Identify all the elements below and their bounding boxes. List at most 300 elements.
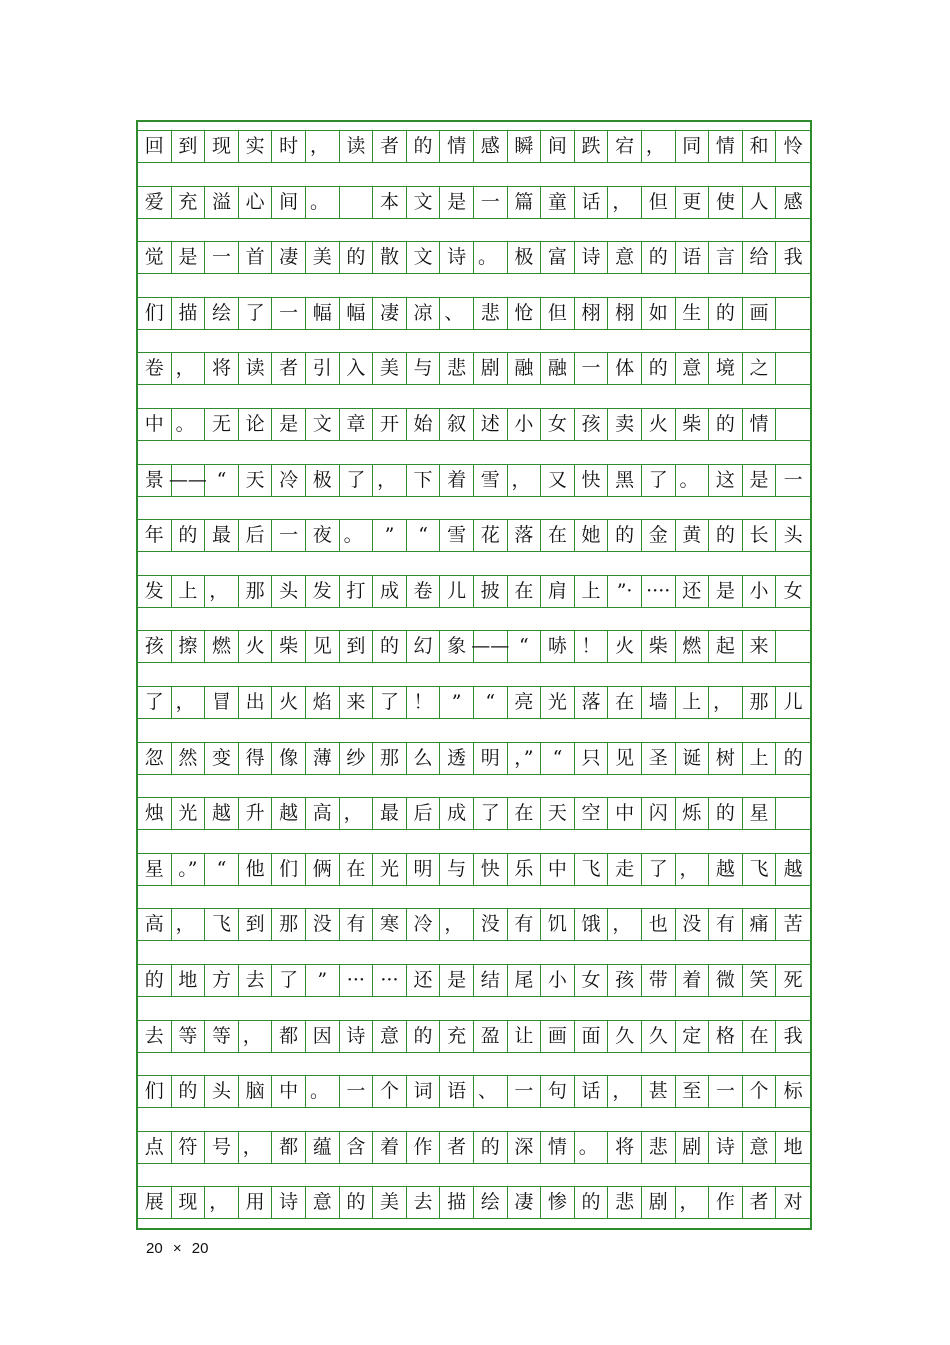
grid-cell: 的 <box>373 630 407 663</box>
grid-cell: 定 <box>676 1020 710 1053</box>
grid-cell: 卖 <box>608 408 642 441</box>
grid-cell: 诗 <box>272 1186 306 1219</box>
grid-cell: 们 <box>272 853 306 886</box>
grid-cell: 俩 <box>306 853 340 886</box>
grid-cell: 的 <box>172 519 206 552</box>
grid-cell: 悲 <box>642 1131 676 1164</box>
grid-cell: 者 <box>743 1186 777 1219</box>
grid-cell: 融 <box>508 352 542 385</box>
grid-cell <box>776 630 810 663</box>
grid-cell: 。 <box>340 519 374 552</box>
grid-cell: 火 <box>642 408 676 441</box>
grid-cell: 着 <box>676 964 710 997</box>
grid-cell: 作 <box>407 1131 441 1164</box>
grid-cell: 发 <box>306 575 340 608</box>
grid-cell: 带 <box>642 964 676 997</box>
grid-cell: 后 <box>239 519 273 552</box>
grid-cell: 极 <box>306 464 340 497</box>
grid-cell: 美 <box>373 352 407 385</box>
grid-cell: 花 <box>474 519 508 552</box>
grid-row <box>138 1131 810 1164</box>
grid-cell: 惨 <box>541 1186 575 1219</box>
grid-cell: ， <box>440 908 474 941</box>
grid-cell: 融 <box>541 352 575 385</box>
grid-cell: 有 <box>709 908 743 941</box>
grid-cell: 中 <box>138 408 172 441</box>
grid-row <box>138 408 810 441</box>
grid-cell: 烛 <box>138 797 172 830</box>
grid-cell: 诞 <box>676 742 710 775</box>
grid-row <box>138 1186 810 1219</box>
grid-cell: 的 <box>407 1020 441 1053</box>
grid-cell: 那 <box>373 742 407 775</box>
grid-cell: 读 <box>340 130 374 163</box>
grid-cell: ， <box>608 186 642 219</box>
grid-row <box>138 908 810 941</box>
grid-cell: 散 <box>373 241 407 274</box>
grid-cell: 之 <box>743 352 777 385</box>
grid-cell: 卷 <box>407 575 441 608</box>
grid-cell: 卷 <box>138 352 172 385</box>
grid-cell: 在 <box>340 853 374 886</box>
grid-cell: 诗 <box>709 1131 743 1164</box>
grid-cell: 么 <box>407 742 441 775</box>
grid-cell: 一 <box>776 464 810 497</box>
grid-cell: 一 <box>575 352 609 385</box>
grid-cell: 到 <box>340 630 374 663</box>
grid-cell: 给 <box>743 241 777 274</box>
grid-cell: “ <box>205 464 239 497</box>
grid-cell: 女 <box>776 575 810 608</box>
grid-row <box>138 630 810 663</box>
grid-cell: 我 <box>776 1020 810 1053</box>
grid-cell: ” <box>440 686 474 719</box>
grid-cell: 个 <box>743 1075 777 1108</box>
grid-cell: ”· <box>608 575 642 608</box>
grid-cell: 本 <box>373 186 407 219</box>
grid-cell: 后 <box>407 797 441 830</box>
grid-cell <box>776 408 810 441</box>
grid-cell: 使 <box>709 186 743 219</box>
grid-cell: 燃 <box>676 630 710 663</box>
grid-cell: 情 <box>743 408 777 441</box>
grid-row <box>138 853 810 886</box>
grid-cell: 。 <box>575 1131 609 1164</box>
grid-cell: 见 <box>608 742 642 775</box>
grid-cell: 乐 <box>508 853 542 886</box>
grid-cell: 怜 <box>776 130 810 163</box>
grid-cell: 亮 <box>508 686 542 719</box>
grid-cell: 的 <box>776 742 810 775</box>
grid-cell: 的 <box>474 1131 508 1164</box>
grid-cell: 肩 <box>541 575 575 608</box>
grid-cell: 天 <box>239 464 273 497</box>
grid-cell: —— <box>172 464 206 497</box>
grid-cell: 词 <box>407 1075 441 1108</box>
grid-cell: 体 <box>608 352 642 385</box>
grid-cell: 栩 <box>608 297 642 330</box>
grid-cell: 的 <box>340 241 374 274</box>
grid-cell: 了 <box>272 964 306 997</box>
grid-cell: 意 <box>676 352 710 385</box>
grid-cell: 然 <box>172 742 206 775</box>
grid-cell: 让 <box>508 1020 542 1053</box>
grid-cell: 的 <box>642 241 676 274</box>
grid-cell: 天 <box>541 797 575 830</box>
grid-cell: ， <box>172 908 206 941</box>
grid-cell: 来 <box>340 686 374 719</box>
grid-cell: 画 <box>743 297 777 330</box>
grid-cell: ！ <box>407 686 441 719</box>
grid-row <box>138 964 810 997</box>
grid-cell: 有 <box>508 908 542 941</box>
grid-cell: 章 <box>340 408 374 441</box>
grid-cell: 焰 <box>306 686 340 719</box>
grid-cell: 出 <box>239 686 273 719</box>
grid-cell: 地 <box>172 964 206 997</box>
grid-cell: 感 <box>474 130 508 163</box>
grid-cell: 怆 <box>508 297 542 330</box>
grid-cell: 落 <box>575 686 609 719</box>
grid-cell: 的 <box>138 964 172 997</box>
grid-cell: 火 <box>272 686 306 719</box>
grid-cell: 绘 <box>474 1186 508 1219</box>
grid-cell: 栩 <box>575 297 609 330</box>
grid-row <box>138 797 810 830</box>
grid-cell: 的 <box>172 1075 206 1108</box>
grid-cell: 现 <box>172 1186 206 1219</box>
grid-cell: 那 <box>239 575 273 608</box>
grid-cell: ， <box>608 908 642 941</box>
grid-cell: 语 <box>676 241 710 274</box>
grid-cell: 圣 <box>642 742 676 775</box>
grid-cell: 柴 <box>642 630 676 663</box>
grid-cell: 至 <box>676 1075 710 1108</box>
grid-cell: 头 <box>272 575 306 608</box>
grid-cell: 剧 <box>642 1186 676 1219</box>
grid-cell: 头 <box>776 519 810 552</box>
grid-cell: 越 <box>709 853 743 886</box>
grid-cell: 剧 <box>474 352 508 385</box>
grid-cell: ， <box>172 352 206 385</box>
grid-cell: 一 <box>709 1075 743 1108</box>
grid-cell: 纱 <box>340 742 374 775</box>
grid-cell: 意 <box>373 1020 407 1053</box>
grid-cell: 落 <box>508 519 542 552</box>
grid-cell: 见 <box>306 630 340 663</box>
grid-cell: 画 <box>541 1020 575 1053</box>
grid-cell: 儿 <box>776 686 810 719</box>
grid-cell: 间 <box>272 186 306 219</box>
grid-cell: 幅 <box>306 297 340 330</box>
grid-cell: 。 <box>474 241 508 274</box>
grid-cell: 等 <box>172 1020 206 1053</box>
grid-cell: 因 <box>306 1020 340 1053</box>
grid-cell: 快 <box>575 464 609 497</box>
grid-cell: 高 <box>138 908 172 941</box>
grid-cell: ， <box>239 1131 273 1164</box>
grid-cell: 变 <box>205 742 239 775</box>
grid-cell: 回 <box>138 130 172 163</box>
grid-cell: 一 <box>508 1075 542 1108</box>
grid-cell: 与 <box>407 352 441 385</box>
grid-cell: 富 <box>541 241 575 274</box>
grid-cell: 人 <box>743 186 777 219</box>
grid-cell: 。 <box>306 186 340 219</box>
grid-cell: 作 <box>709 1186 743 1219</box>
grid-cell: 含 <box>340 1131 374 1164</box>
grid-cell: ， <box>205 575 239 608</box>
grid-cell: 。 <box>172 408 206 441</box>
grid-cell: 黑 <box>608 464 642 497</box>
grid-cell: ··· <box>340 964 374 997</box>
grid-cell: 悲 <box>440 352 474 385</box>
grid-cell: 盈 <box>474 1020 508 1053</box>
grid-cell: 闪 <box>642 797 676 830</box>
grid-cell: 柴 <box>272 630 306 663</box>
grid-cell: 越 <box>272 797 306 830</box>
grid-cell: 最 <box>373 797 407 830</box>
grid-cell: 孩 <box>138 630 172 663</box>
grid-cell: 金 <box>642 519 676 552</box>
grid-cell: 甚 <box>642 1075 676 1108</box>
grid-cell: 的 <box>709 408 743 441</box>
grid-cell: 凉 <box>407 297 441 330</box>
grid-cell: 没 <box>474 908 508 941</box>
grid-cell: 是 <box>272 408 306 441</box>
grid-cell: 没 <box>676 908 710 941</box>
grid-cell: 薄 <box>306 742 340 775</box>
grid-cell: 明 <box>407 853 441 886</box>
grid-cell: 言 <box>709 241 743 274</box>
grid-cell <box>776 352 810 385</box>
grid-cell: 来 <box>743 630 777 663</box>
grid-cell: 诗 <box>440 241 474 274</box>
grid-cell: 冒 <box>205 686 239 719</box>
manuscript-grid <box>136 120 812 1230</box>
grid-cell: 始 <box>407 408 441 441</box>
grid-cell: 像 <box>272 742 306 775</box>
grid-cell: 空 <box>575 797 609 830</box>
grid-cell: 只 <box>575 742 609 775</box>
grid-cell <box>340 186 374 219</box>
grid-cell: 他 <box>239 853 273 886</box>
grid-cell: 。 <box>676 464 710 497</box>
grid-cell: 黄 <box>676 519 710 552</box>
grid-cell: 标 <box>776 1075 810 1108</box>
grid-cell: 死 <box>776 964 810 997</box>
grid-cell: 们 <box>138 1075 172 1108</box>
grid-cell: ， <box>508 464 542 497</box>
grid-cell: 了 <box>373 686 407 719</box>
grid-cell: 的 <box>709 797 743 830</box>
grid-row <box>138 241 810 274</box>
grid-cell: 火 <box>239 630 273 663</box>
grid-cell: 生 <box>676 297 710 330</box>
grid-cell: 升 <box>239 797 273 830</box>
grid-cell: 点 <box>138 1131 172 1164</box>
grid-cell: ， <box>239 1020 273 1053</box>
grid-cell: 幅 <box>340 297 374 330</box>
grid-cell: ， <box>306 130 340 163</box>
grid-cell: 都 <box>272 1131 306 1164</box>
grid-cell: ， <box>676 1186 710 1219</box>
grid-cell: 中 <box>541 853 575 886</box>
grid-cell: 那 <box>743 686 777 719</box>
grid-cell: 小 <box>541 964 575 997</box>
grid-cell: 实 <box>239 130 273 163</box>
grid-cell: 的 <box>575 1186 609 1219</box>
grid-cell: 话 <box>575 186 609 219</box>
grid-cell: ， <box>205 1186 239 1219</box>
grid-cell: ， <box>373 464 407 497</box>
grid-cell: 上 <box>172 575 206 608</box>
grid-cell: 深 <box>508 1131 542 1164</box>
grid-cell: ” <box>373 519 407 552</box>
grid-cell: 和 <box>743 130 777 163</box>
grid-cell: 痛 <box>743 908 777 941</box>
grid-cell: 夜 <box>306 519 340 552</box>
grid-cell: ···· <box>642 575 676 608</box>
grid-cell: ，” <box>508 742 542 775</box>
grid-cell: 时 <box>272 130 306 163</box>
grid-cell: 了 <box>138 686 172 719</box>
grid-cell: 雪 <box>474 464 508 497</box>
grid-row <box>138 519 810 552</box>
grid-cell: 一 <box>272 297 306 330</box>
grid-row <box>138 186 810 219</box>
grid-cell: 发 <box>138 575 172 608</box>
grid-cell: 是 <box>743 464 777 497</box>
grid-cell: 越 <box>776 853 810 886</box>
grid-cell: “ <box>407 519 441 552</box>
grid-cell: 燃 <box>205 630 239 663</box>
grid-cell: 在 <box>608 686 642 719</box>
grid-cell: 饿 <box>575 908 609 941</box>
grid-cell: 文 <box>306 408 340 441</box>
grid-cell: 将 <box>608 1131 642 1164</box>
grid-cell: 叙 <box>440 408 474 441</box>
grid-cell: 冷 <box>272 464 306 497</box>
grid-cell: ， <box>172 686 206 719</box>
grid-cell: 的 <box>340 1186 374 1219</box>
grid-cell: ， <box>340 797 374 830</box>
grid-cell: 光 <box>373 853 407 886</box>
grid-cell: 间 <box>541 130 575 163</box>
grid-cell: 读 <box>239 352 273 385</box>
grid-cell: 者 <box>373 130 407 163</box>
grid-cell: 得 <box>239 742 273 775</box>
grid-cell: 文 <box>407 186 441 219</box>
grid-cell: 女 <box>575 964 609 997</box>
grid-cell: 飞 <box>743 853 777 886</box>
grid-cell: 句 <box>541 1075 575 1108</box>
grid-cell: 儿 <box>440 575 474 608</box>
grid-cell: 更 <box>676 186 710 219</box>
grid-cell <box>776 297 810 330</box>
grid-cell: 将 <box>205 352 239 385</box>
grid-cell: 蕴 <box>306 1131 340 1164</box>
grid-cell: 的 <box>608 519 642 552</box>
grid-cell: 是 <box>440 186 474 219</box>
grid-cell: 一 <box>474 186 508 219</box>
grid-cell: 没 <box>306 908 340 941</box>
grid-cell: 述 <box>474 408 508 441</box>
grid-cell: 下 <box>407 464 441 497</box>
grid-cell: ” <box>306 964 340 997</box>
grid-cell: 入 <box>340 352 374 385</box>
grid-cell: 的 <box>709 519 743 552</box>
grid-cell: 在 <box>743 1020 777 1053</box>
grid-cell: 久 <box>642 1020 676 1053</box>
grid-cell: 她 <box>575 519 609 552</box>
grid-cell: 饥 <box>541 908 575 941</box>
grid-cell: 冷 <box>407 908 441 941</box>
grid-cell: 心 <box>239 186 273 219</box>
grid-row <box>138 130 810 163</box>
times-symbol: × <box>172 1240 182 1257</box>
grid-cell: 意 <box>743 1131 777 1164</box>
grid-cell: 了 <box>239 297 273 330</box>
grid-cell: 象 <box>440 630 474 663</box>
grid-cell: 情 <box>541 1131 575 1164</box>
grid-cell: 开 <box>373 408 407 441</box>
grid-cell: 展 <box>138 1186 172 1219</box>
grid-cell: 寒 <box>373 908 407 941</box>
grid-cell: 这 <box>709 464 743 497</box>
grid-cell: 明 <box>474 742 508 775</box>
grid-cell: 小 <box>743 575 777 608</box>
grid-cell: 最 <box>205 519 239 552</box>
grid-cell: 打 <box>340 575 374 608</box>
grid-cell: 的 <box>709 297 743 330</box>
grid-cell: 面 <box>575 1020 609 1053</box>
grid-cell: 一 <box>272 519 306 552</box>
grid-cell: 意 <box>306 1186 340 1219</box>
grid-cell: 笑 <box>743 964 777 997</box>
grid-cell: 透 <box>440 742 474 775</box>
grid-cell: 景 <box>138 464 172 497</box>
grid-cell: 现 <box>205 130 239 163</box>
grid-cell: “ <box>541 742 575 775</box>
grid-cell: 起 <box>709 630 743 663</box>
grid-cell: 但 <box>541 297 575 330</box>
grid-cell: 但 <box>642 186 676 219</box>
grid-cell: 墙 <box>642 686 676 719</box>
grid-cell: 了 <box>642 853 676 886</box>
grid-cell: 个 <box>373 1075 407 1108</box>
grid-cell: 。” <box>172 853 206 886</box>
grid-cell: 充 <box>440 1020 474 1053</box>
grid-cell: “ <box>474 686 508 719</box>
grid-cell: 与 <box>440 853 474 886</box>
grid-cell: 幻 <box>407 630 441 663</box>
grid-cell: 上 <box>743 742 777 775</box>
grid-cell: 对 <box>776 1186 810 1219</box>
grid-cell: 去 <box>239 964 273 997</box>
grid-cell: 同 <box>676 130 710 163</box>
grid-cell: 到 <box>239 908 273 941</box>
grid-cell: 孩 <box>575 408 609 441</box>
grid-cell: 久 <box>608 1020 642 1053</box>
grid-cell: 境 <box>709 352 743 385</box>
grid-cols: 20 <box>146 1240 163 1257</box>
grid-row <box>138 297 810 330</box>
grid-cell: 着 <box>440 464 474 497</box>
grid-cell: 童 <box>541 186 575 219</box>
grid-cell: 烁 <box>676 797 710 830</box>
grid-cell: ， <box>709 686 743 719</box>
